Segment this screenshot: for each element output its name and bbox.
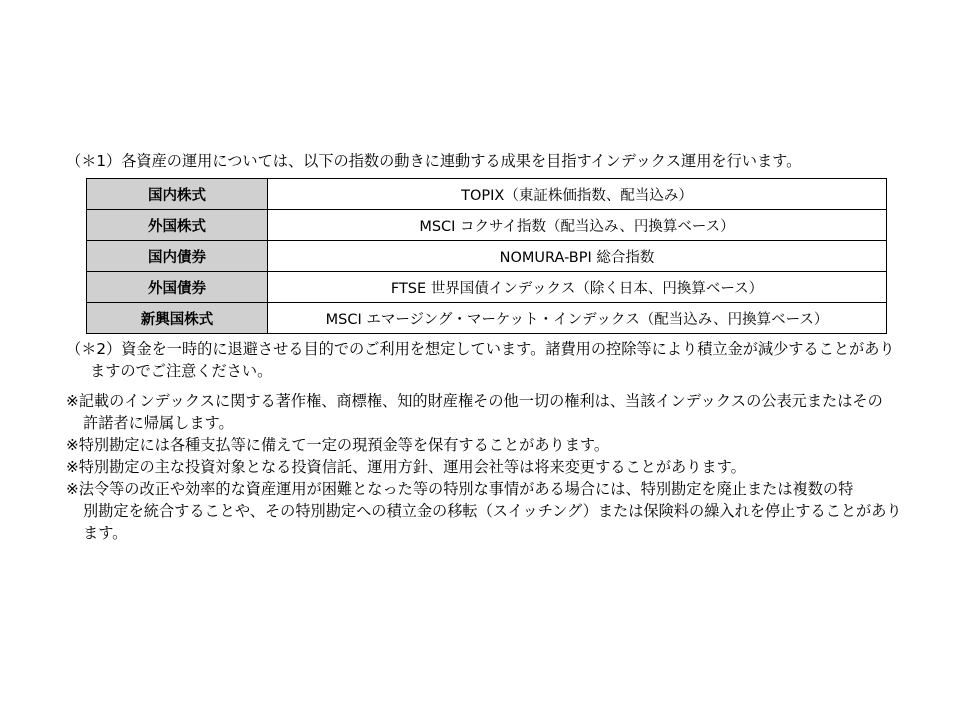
intro-note: （＊1）各資産の運用については、以下の指数の動きに連動する成果を目指すインデックス運用を行います。 (66, 152, 802, 170)
asset-cell: 新興国株式 (87, 303, 268, 334)
disclaimer-notes (66, 390, 906, 544)
document-body (66, 150, 906, 544)
footnote-line: （＊2）資金を一時的に退避させる目的でのご利用を想定しています。諸費用の控除等により積立金が減少することがあり (66, 340, 895, 358)
footnote-line: ますのでご注意ください。 (90, 362, 273, 380)
index-cell: NOMURA-BPI 総合指数 (268, 241, 887, 272)
index-cell: MSCI コクサイ指数（配当込み、円換算ベース） (268, 210, 887, 241)
disclaimer-changes (66, 456, 906, 478)
asset-cell: 国内株式 (87, 179, 268, 210)
table-row (87, 179, 887, 210)
asset-cell: 外国株式 (87, 210, 268, 241)
table-row (87, 210, 887, 241)
asset-cell: 外国債券 (87, 272, 268, 303)
index-table (86, 178, 887, 334)
disclaimer-copyright (66, 390, 906, 434)
disclaimer-line: ※特別勘定には各種支払等に備えて一定の現預金等を保有することがあります。 (66, 436, 610, 454)
index-cell: MSCI エマージング・マーケット・インデックス（配当込み、円換算ベース） (268, 303, 887, 334)
table-row (87, 303, 887, 334)
disclaimer-line: ※法令等の改正や効率的な資産運用が困難となった等の特別な事情がある場合には、特別勘定を廃止または複数の特 (66, 480, 854, 498)
footnote-2 (66, 338, 906, 382)
table-row (87, 272, 887, 303)
disclaimer-abolition (66, 478, 906, 544)
disclaimer-line: ※記載のインデックスに関する著作権、商標権、知的財産権その他一切の権利は、当該インデックスの公表元またはその (66, 392, 883, 410)
table-row (87, 241, 887, 272)
disclaimer-line: ※特別勘定の主な投資対象となる投資信託、運用方針、運用会社等は将来変更することがあります。 (66, 458, 746, 476)
index-cell: TOPIX（東証株価指数、配当込み） (268, 179, 887, 210)
disclaimer-line: 別勘定を統合することや、その特別勘定への積立金の移転（スイッチング）または保険料の繰入れを停止することがあり (83, 502, 902, 520)
disclaimer-line: ます。 (83, 524, 128, 542)
disclaimer-line: 許諾者に帰属します。 (83, 414, 234, 432)
asset-cell: 国内債券 (87, 241, 268, 272)
disclaimer-cash (66, 434, 906, 456)
index-cell: FTSE 世界国債インデックス（除く日本、円換算ベース） (268, 272, 887, 303)
